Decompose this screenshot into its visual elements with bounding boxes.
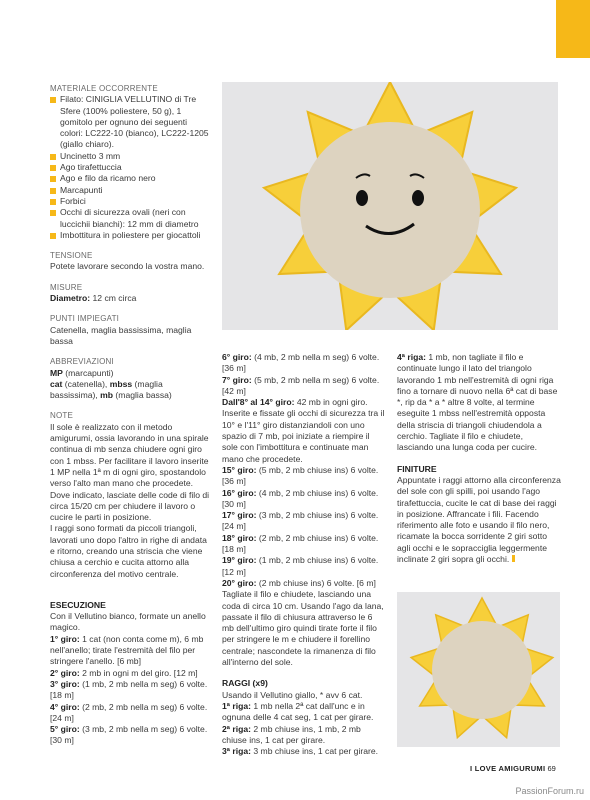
page-number: 69 <box>547 764 556 773</box>
row-line <box>222 701 386 724</box>
magazine-title: I LOVE AMIGURUMI <box>470 764 546 773</box>
row-text: 2 mb chiuse ins, 1 mb, 2 mb chiuse ins, 1 cat per girare. <box>222 723 361 745</box>
material-item: Ago e filo da ricamo nero <box>50 173 212 184</box>
stitches-heading: PUNTI IMPIEGATI <box>50 314 120 324</box>
abbr-desc: (marcapunti) <box>62 367 114 378</box>
row-text: 1 mb, non tagliate il filo e continuate lungo il lato del triangolo lavorando 1 mb nell'estremità di ogni riga fino a tornare di nuovo nella 6ª cat di base *, rip da * a * altre 8 volte, al termine eseguite 1 mbss nell'estremità opposta della striscia di triangoli chiudendola a cerchio. Tagliate il filo e chiudete, lasciando una lunga coda per cucire. <box>397 352 558 453</box>
round-line <box>222 465 386 488</box>
sun-photo-side <box>397 592 560 747</box>
rays-intro: Usando il Vellutino giallo, * avv 6 cat. <box>222 689 363 700</box>
round-label: 7° giro: <box>222 374 252 385</box>
abbr-desc: (catenella), <box>62 378 110 389</box>
material-item: Imbottitura in poliestere per giocattoli <box>50 230 212 241</box>
abbr-term: cat <box>50 378 63 389</box>
diameter-value: 12 cm circa <box>90 293 137 304</box>
row-text: 3 mb chiuse ins, 1 cat per girare. <box>250 746 379 757</box>
material-item: Filato: CINIGLIA VELLUTINO di Tre Sfere (100% poliestere, 50 g), 1 gomitolo per ognuno dei seguenti colori: LC222-10 (bianco), LC222-1205 (giallo chiaro). <box>50 94 212 150</box>
material-item: Occhi di sicurezza ovali (neri con luccichii bianchi): 12 mm di diametro <box>50 207 212 230</box>
round-label: 5° giro: <box>50 724 80 735</box>
amigurumi-sun-side-image <box>397 592 560 747</box>
page-footer <box>470 764 556 773</box>
right-column <box>397 352 561 565</box>
material-item: Marcapunti <box>50 185 212 196</box>
row-label: 4ª riga: <box>397 352 426 362</box>
abbr-term: mb <box>100 390 114 401</box>
round-text: (4 mb, 2 mb nella m seg) 6 volte. [36 m] <box>222 352 380 374</box>
row-line <box>397 352 561 454</box>
abbreviation-line <box>50 368 212 379</box>
round-label: Dall'8° al 14° giro: <box>222 397 295 408</box>
rays-heading: RAGGI (x9) <box>222 678 268 689</box>
closing-instructions: Tagliate il filo e chiudete, lasciando una coda di circa 10 cm. Usando l'ago da lana, passate il filo di chiusura attraverso le 6 mb dell'ultimo giro quindi tirate forte il filo per stringere le m e chiudere il forellino centrale; nascondete la rimanenza di filo all'interno del sole. <box>222 589 384 668</box>
material-item: Uncinetto 3 mm <box>50 151 212 162</box>
amigurumi-sun-image <box>222 82 558 330</box>
tension-text: Potete lavorare secondo la vostra mano. <box>50 261 205 272</box>
round-line <box>222 578 386 589</box>
round-line <box>50 668 212 679</box>
round-text: (2 mb, 2 mb chiuse ins) 6 volte. [18 m] <box>222 532 379 555</box>
round-text: (1 mb, 2 mb nella m seg) 6 volte. [18 m] <box>50 678 208 701</box>
round-text: 42 mb in ogni giro. <box>294 397 368 408</box>
round-label: 18° giro: <box>222 532 257 543</box>
row-label: 1ª riga: <box>222 700 251 711</box>
materials-heading: MATERIALE OCCORRENTE <box>50 84 158 93</box>
round-line <box>50 724 212 747</box>
page-tab <box>556 0 590 58</box>
round-text: (5 mb, 2 mb chiuse ins) 6 volte. [36 m] <box>222 464 379 487</box>
tension-heading: TENSIONE <box>50 251 93 261</box>
material-item: Forbici <box>50 196 212 207</box>
round-line <box>222 397 386 408</box>
round-line <box>50 702 212 725</box>
round-line <box>222 510 386 533</box>
material-item: Ago tirafettuccia <box>50 162 212 173</box>
finishing-body: Appuntate i raggi attorno alla circonferenza del sole con gli spilli, poi usando l'ago tirafettuccia, cucite le cat di base dei raggi in posizione. Affrancate i fili. Facendo riferimento alle foto e usando il filo nero, ricamate la bocca sorridente 2 giri sotto agli occhi e le sopracciglia leggermente inclinate 2 giri sopra gli occhi. <box>397 474 561 565</box>
round-text: (5 mb, 2 mb nella m seg) 6 volte. [42 m] <box>222 374 380 396</box>
round-label: 19° giro: <box>222 555 257 566</box>
round-label: 6° giro: <box>222 352 252 362</box>
end-mark-icon <box>512 555 515 562</box>
round-label: 2° giro: <box>50 667 80 678</box>
round-line <box>222 375 386 398</box>
diameter-label: Diametro: <box>50 293 91 304</box>
round-text: 2 mb in ogni m del giro. [12 m] <box>79 667 198 678</box>
middle-column <box>222 352 386 757</box>
round-line <box>50 634 212 668</box>
abbr-term: mbss <box>109 378 133 389</box>
finishing-heading: FINITURE <box>397 463 437 474</box>
diameter-line <box>50 293 212 304</box>
round-label: 20° giro: <box>222 577 257 588</box>
round-label: 15° giro: <box>222 464 257 475</box>
round-text: (2 mb, 2 mb nella m seg) 6 volte. [24 m] <box>50 701 208 723</box>
left-column <box>50 83 212 747</box>
round-line <box>222 352 386 375</box>
abbr-desc: (maglia bassa) <box>113 390 172 401</box>
row-label: 2ª riga: <box>222 723 251 734</box>
row-line <box>222 724 386 747</box>
round-label: 3° giro: <box>50 678 80 689</box>
finishing-text <box>397 475 561 565</box>
round-label: 17° giro: <box>222 510 257 521</box>
round-text: (2 mb chiuse ins) 6 volte. [6 m] <box>256 577 376 588</box>
notes-paragraph: Il sole è realizzato con il metodo amigurumi, ossia lavorando in una spirale continua di mb senza chiudere ogni giro con 1 mbss. Per facilitare il lavoro inserite 1 MP nella 1ª m di ogni giro, spostandolo verso l'alto man mano che procedete. Dove indicato, lasciate delle code di filo di circa 15/20 cm per chiudere il lavoro o cucire le parti in posizione. <box>50 421 210 523</box>
round-line <box>222 533 386 556</box>
round-line <box>50 679 212 702</box>
round-line <box>222 555 386 578</box>
eyes-instructions: Inserite e fissate gli occhi di sicurezza tra il 10° e l'11° giro distanziandoli con uno spazio di 7 mb, poi iniziate a riempire il sole con l'imbottitura e continuate man mano che procedete. <box>222 408 385 464</box>
notes-paragraph: I raggi sono formati da piccoli triangoli, lavorati uno dopo l'altro in righe di andata e ritorno, creando una striscia che viene chiusa a cerchio e cucita attorno alla circonferenza del motivo centrale. <box>50 523 207 579</box>
abbr-term: MP <box>50 367 63 378</box>
abbreviations-heading: ABBREVIAZIONI <box>50 357 114 367</box>
round-label: 16° giro: <box>222 487 257 498</box>
abbreviation-line <box>50 379 212 402</box>
execution-heading: ESECUZIONE <box>50 599 106 610</box>
measures-heading: MISURE <box>50 282 83 292</box>
sun-photo-main <box>222 82 558 330</box>
round-label: 1° giro: <box>50 633 80 644</box>
round-text: (3 mb, 2 mb nella m seg) 6 volte. [30 m] <box>50 724 208 746</box>
notes-heading: NOTE <box>50 411 74 421</box>
round-line <box>222 488 386 511</box>
round-text: (4 mb, 2 mb chiuse ins) 6 volte. [30 m] <box>222 487 379 509</box>
round-text: (1 mb, 2 mb chiuse ins) 6 volte. [12 m] <box>222 555 379 577</box>
abbr-desc: (maglia bassissima), <box>50 378 163 401</box>
round-text: (3 mb, 2 mb chiuse ins) 6 volte. [24 m] <box>222 510 379 532</box>
row-line <box>222 746 386 757</box>
watermark: PassionForum.ru <box>515 786 584 796</box>
execution-intro: Con il Vellutino bianco, formate un anello magico. <box>50 611 206 633</box>
round-text: 1 cat (non conta come m), 6 mb nell'anello; tirate l'estremità del filo per stringere l'anello. [6 mb] <box>50 633 204 667</box>
stitches-text: Catenella, maglia bassissima, maglia bassa <box>50 324 192 346</box>
row-text: 1 mb nella 2ª cat dall'unc e in ognuna delle 4 cat seg, 1 cat per girare. <box>222 700 374 723</box>
round-label: 4° giro: <box>50 701 80 712</box>
row-label: 3ª riga: <box>222 746 251 757</box>
